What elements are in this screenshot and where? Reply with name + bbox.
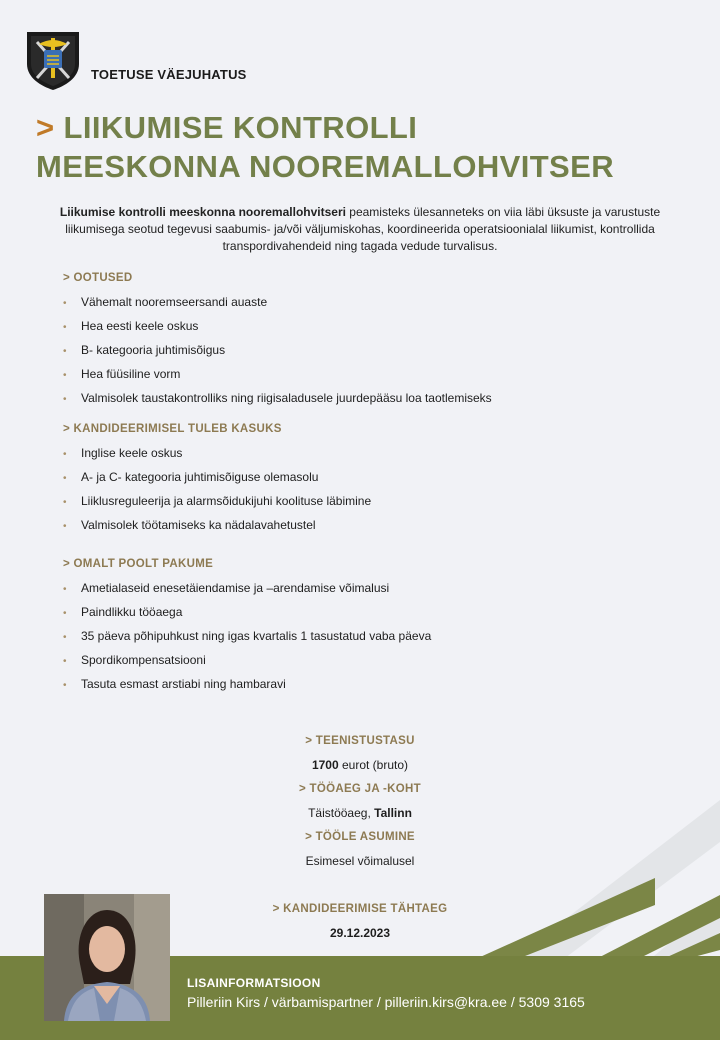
bullet-icon: • (63, 394, 67, 405)
bullet-icon: • (63, 632, 67, 643)
worktime-heading: > TÖÖAEG JA -KOHT (299, 783, 421, 795)
salary-value (0, 753, 720, 777)
intro-description: peamisteks ülesanneteks on viia läbi üksuste ja varustuste liikumisega seotud tegevusi saabumis- ja/või väljumiskohas, koordineerida operatsioonialal liikumist, kontrollida transpordivahendeid ning tagada vedude turvalisus. (65, 205, 661, 253)
section-heading-advantages: > KANDIDEERIMISEL TULEB KASUKS (63, 423, 282, 435)
title-text-line-1: LIIKUMISE KONTROLLI (63, 110, 418, 145)
advantages-list (63, 441, 371, 537)
offer-list (63, 576, 431, 696)
list-item-text: B- kategooria juhtimisõigus (81, 343, 226, 357)
list-item-text: Hea füüsiline vorm (81, 367, 181, 381)
list-item (63, 314, 492, 338)
bullet-icon: • (63, 584, 67, 595)
job-details (0, 729, 720, 873)
list-item-text: Hea eesti keele oskus (81, 319, 199, 333)
list-item (63, 600, 431, 624)
list-item-text: Valmisolek taustakontrolliks ning riigisaladusele juurdepääsu loa taotlemiseks (81, 391, 492, 405)
start-value: Esimesel võimalusel (305, 854, 415, 868)
section-heading-expectations: > OOTUSED (63, 272, 133, 284)
list-item (63, 576, 431, 600)
bullet-icon: • (63, 680, 67, 691)
bullet-icon: • (63, 608, 67, 619)
military-crest-icon (25, 30, 81, 92)
intro-bold-role: Liikumise kontrolli meeskonna nooremallohvitseri (59, 205, 346, 219)
job-title-line-2: MEESKONNA NOOREMALLOHVITSER (36, 149, 615, 184)
recruiter-photo (44, 894, 170, 1021)
list-item-text: Paindlikku tööaega (81, 605, 183, 619)
start-heading: > TÖÖLE ASUMINE (305, 831, 415, 843)
bullet-icon: • (63, 346, 67, 357)
list-item (63, 290, 492, 314)
list-item (63, 672, 431, 696)
list-item-text: Vähemalt nooremseersandi auaste (81, 295, 268, 309)
list-item (63, 465, 371, 489)
bullet-icon: • (63, 473, 67, 484)
list-item (63, 489, 371, 513)
list-item (63, 648, 431, 672)
bullet-icon: • (63, 298, 67, 309)
list-item (63, 386, 492, 410)
worktime-place: Tallinn (374, 806, 412, 820)
footer-label: LISAINFORMATSIOON (187, 976, 321, 990)
worktime-type: Täistööaeg, (308, 806, 375, 820)
bullet-icon: • (63, 370, 67, 381)
list-item (63, 338, 492, 362)
list-item-text: Liiklusreguleerija ja alarmsõidukijuhi koolituse läbimine (81, 494, 372, 508)
list-item (63, 513, 371, 537)
bullet-icon: • (63, 449, 67, 460)
list-item-text: 35 päeva põhipuhkust ning igas kvartalis 1 tasustatud vaba päeva (81, 629, 432, 643)
bullet-icon: • (63, 322, 67, 333)
list-item-text: Ametialaseid enesetäiendamise ja –arendamise võimalusi (81, 581, 390, 595)
list-item-text: Inglise keele oskus (81, 446, 183, 460)
bullet-icon: • (63, 497, 67, 508)
list-item-text: Tasuta esmast arstiabi ning hambaravi (81, 677, 286, 691)
title-arrow-marker: > (36, 110, 55, 145)
organization-name: TOETUSE VÄEJUHATUS (91, 67, 247, 82)
intro-paragraph (38, 204, 682, 255)
list-item-text: Valmisolek töötamiseks ka nädalavahetustel (81, 518, 316, 532)
list-item-text: A- ja C- kategooria juhtimisõiguse olemasolu (81, 470, 319, 484)
list-item (63, 624, 431, 648)
salary-suffix: eurot (bruto) (338, 758, 409, 772)
contact-info[interactable]: Pilleriin Kirs / värbamispartner / pilleriin.kirs@kra.ee / 5309 3165 (187, 994, 585, 1010)
job-title-line-1 (36, 108, 706, 147)
list-item (63, 441, 371, 465)
deadline-value: 29.12.2023 (329, 926, 391, 940)
job-title (36, 108, 706, 186)
bullet-icon: • (63, 521, 67, 532)
salary-amount: 1700 (311, 758, 339, 772)
section-heading-offer: > OMALT POOLT PAKUME (63, 558, 214, 570)
list-item-text: Spordikompensatsiooni (81, 653, 206, 667)
deadline-heading: > KANDIDEERIMISE TÄHTAEG (272, 903, 448, 915)
list-item (63, 362, 492, 386)
salary-heading: > TEENISTUSTASU (305, 735, 415, 747)
bullet-icon: • (63, 656, 67, 667)
worktime-value (0, 801, 720, 825)
expectations-list (63, 290, 492, 410)
